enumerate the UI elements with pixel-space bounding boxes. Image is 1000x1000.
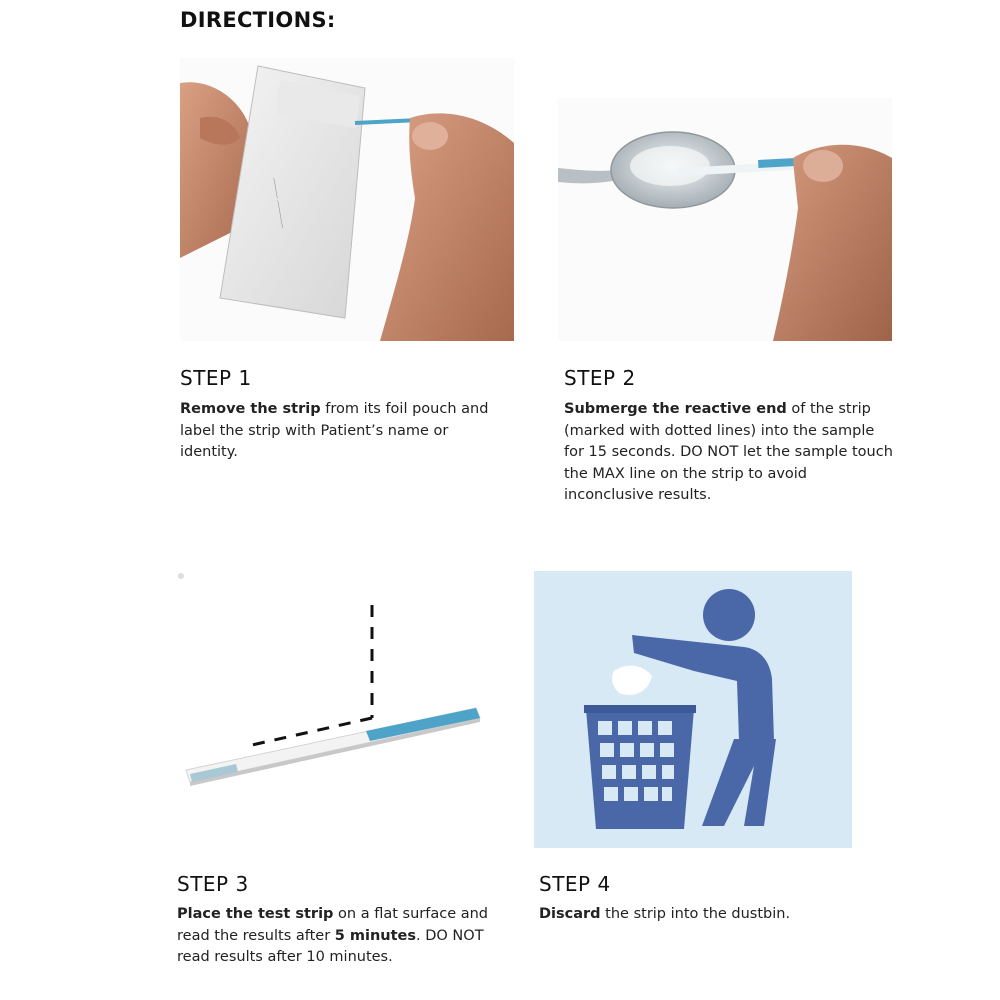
step3-emphasis-time: 5 minutes [334, 927, 417, 944]
step3-emphasis: Place the test strip [177, 906, 334, 922]
step2-title: STEP 2 [564, 366, 636, 390]
step2-description [564, 399, 896, 507]
step1-emphasis: Remove the strip [180, 401, 321, 417]
strip-on-surface-illustration [176, 570, 510, 810]
step3-text-a: on a flat surface and read the results after [177, 906, 489, 944]
svg-text:——— ————: ——— ———— [270, 177, 286, 229]
step3-text-b: . DO NOT read results after 10 minutes. [177, 927, 484, 965]
spoon-and-strip-illustration [558, 98, 892, 341]
step4-description [539, 904, 869, 926]
step2-image [558, 98, 892, 341]
hands-with-pouch-illustration [180, 58, 514, 341]
step2-text: of the strip (marked with dotted lines) into the sample for 15 seconds. DO NOT let the sample touch the MAX line on the strip to avoid inconclusive results. [564, 401, 893, 503]
step1-title: STEP 1 [180, 366, 252, 390]
step1-description [180, 399, 510, 464]
step1-image [180, 58, 514, 341]
step4-text: the strip into the dustbin. [600, 906, 791, 922]
step4-title: STEP 4 [539, 872, 611, 896]
step4-image [534, 571, 852, 848]
step3-title: STEP 3 [177, 872, 249, 896]
step3-image [176, 570, 510, 810]
step3-description [177, 904, 503, 969]
dustbin-icon [534, 571, 852, 848]
step1-text: from its foil pouch and label the strip with Patient’s name or identity. [180, 401, 489, 460]
directions-heading: DIRECTIONS: [180, 8, 336, 32]
step4-emphasis: Discard [539, 906, 601, 922]
step2-emphasis: Submerge the reactive end [564, 401, 787, 417]
